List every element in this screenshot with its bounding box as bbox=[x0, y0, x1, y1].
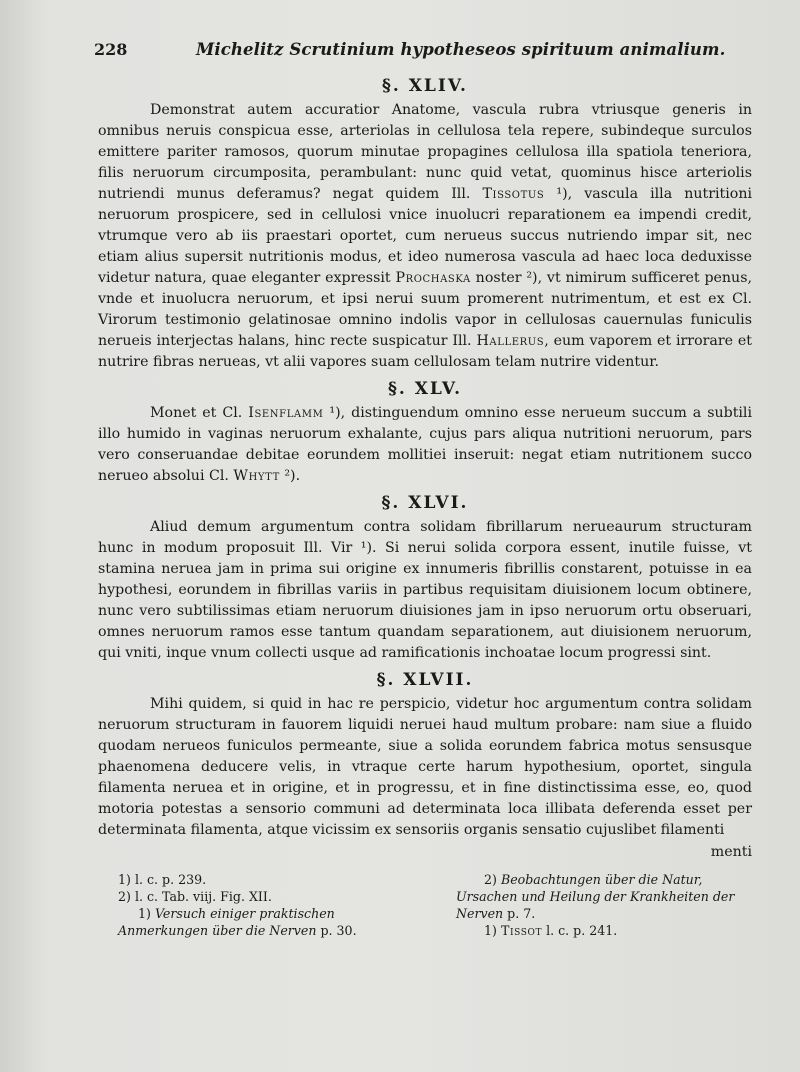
footnote bbox=[118, 888, 418, 905]
author-name: Whytt bbox=[233, 468, 280, 484]
section-paragraph bbox=[98, 403, 752, 487]
body-text bbox=[98, 74, 752, 841]
footnote bbox=[118, 871, 418, 888]
section-paragraph bbox=[98, 694, 752, 841]
footnote-text: Versuch einiger praktischen Anmerkungen über die Nerven bbox=[118, 906, 335, 938]
section-paragraph bbox=[98, 100, 752, 373]
footnote bbox=[456, 922, 752, 939]
footnote-marker: 1) bbox=[484, 923, 497, 938]
footnote-text: Beobachtungen über die Natur, Ursachen und Heilung der Krankheiten der Nerven bbox=[456, 872, 735, 921]
footnote-page-ref: p. 30. bbox=[316, 923, 357, 938]
footnote bbox=[456, 871, 752, 922]
author-name: Hallerus bbox=[476, 333, 545, 349]
footnote-page-ref: l. c. p. 241. bbox=[542, 923, 618, 938]
section bbox=[98, 491, 752, 664]
section-paragraph bbox=[98, 517, 752, 664]
section-heading: §. XLIV. bbox=[382, 76, 468, 96]
footnote-text: l. c. p. 239. bbox=[134, 872, 207, 887]
footnote-marker: 2) bbox=[118, 889, 131, 904]
author-name: Isenflamm bbox=[248, 405, 324, 421]
footnote-marker: 1) bbox=[118, 872, 131, 887]
author-name: Tissotus bbox=[482, 186, 545, 202]
author-name: Prochaska bbox=[395, 270, 471, 286]
footnotes bbox=[98, 871, 752, 939]
text-run: ¹), vascula illa nutritioni neruorum prospicere, sed in cellulosi vnice inuolucri reparationem ea impendi credit, vtrumque vero ab iis praestari oportet, cum nerueus succus nutriendo impar sit, nec etiam alius supersit nutritionis modus, et ideo numerosa vascula ad haec loca deduxisse videtur natura, quae eleganter expressit bbox=[98, 186, 752, 286]
footnotes-left-column bbox=[98, 871, 418, 939]
catchword: menti bbox=[710, 844, 752, 860]
text-run: Mihi quidem, si quid in hac re perspicio, videtur hoc argumentum contra solidam neruorum structuram in fauorem liquidi neruei haud multum probare: nam siue a fluido quodam nerueos funiculos permeante, siue a solida eorundem fabrica motus sensusque phaenomena deducere velis, in vtraque certe harum hypothesium, oportet, singula filamenta nerueа et in origine, et in progressu, et in fine distinctissima esse, eo, quod motoria potestas a sensorio communi ad determinata loca illibata deferenda esset per determinata filamenta, atque vicissim ex sensoriis organis sensatio cujuslibet filamenti bbox=[98, 696, 752, 838]
text-run: Demonstrat autem accuratior Anatome, vascula rubra vtriusque generis in omnibus neruis conspicua esse, arteriolas in cellulosa tela repere, subindeque surculos emittere pariter ramosos, quorum minutae propagines cellulosa illa spatiola teneriora, filis neruorum circumposita, perambulant: nunc quid vetat, quominus hisce arteriolis nutriendi munus deferamus? negat quidem Ill. bbox=[98, 102, 752, 202]
section bbox=[98, 377, 752, 487]
footnote-marker: 1) bbox=[138, 906, 151, 921]
text-run: , eum vaporem et irrorare et nutrire fibras nerueas, vt alii vapores suam cellulosam telam nutrire videntur. bbox=[98, 333, 752, 370]
running-title: Michelitz Scrutinium hypotheseos spirituum animalium. bbox=[196, 40, 726, 59]
section bbox=[98, 668, 752, 841]
text-run: ¹), distinguendum omnino esse nerueum succum a subtili illo humido in vaginas neruorum exhalante, cujus pars aliqua nutritioni neruorum, pars vero conseruandae debitae eorundem mollitiei inseruit: negat etiam nutritionem succo nerueo absolui Cl. bbox=[98, 405, 753, 484]
section-heading: §. XLVI. bbox=[381, 493, 469, 513]
section-heading: §. XLV. bbox=[388, 379, 462, 399]
footnote bbox=[118, 905, 418, 939]
text-run: Monet et Cl. bbox=[150, 405, 249, 421]
text-run: Aliud demum argumentum contra solidam fibrillarum nerueaurum structuram hunc in modum proposuit Ill. Vir ¹). Si nerui solida corpora essent, inutile fuisse, vt stamina nerueа jam in prima sui origine ex innumeris fibrillis constarent, potuisse in ea hypothesi, eorundem in fibrillas variis in partibus requisitam diuisionem locum obtinere, nunc vero subtilissimas etiam neruorum diuisiones jam in ipso neruorum ortu obseruari, omnes neruorum ramos esse tantum quandam separationem, aut diuisionem neruorum, qui vniti, inque vnum collecti usque ad ramificationis inchoatae locum progressi sint. bbox=[98, 519, 752, 661]
section-heading: §. XLVII. bbox=[376, 670, 474, 690]
text-run: noster ²), vt nimirum sufficeret penus, vnde et inuolucra neruorum, et ipsi nerui suum promerent nutrimentum, et est ex Cl. Virorum testimonio gelatinosae omnino indolis vapor in cellulosas cauernulas funiculis nerueis interjectas halans, hinc recte suspicatur Ill. bbox=[98, 270, 752, 349]
section bbox=[98, 74, 752, 373]
running-head bbox=[94, 40, 752, 74]
page-number: 228 bbox=[94, 40, 128, 59]
footnotes-right-column bbox=[456, 871, 752, 939]
footnote-text: Tissot bbox=[500, 923, 543, 938]
text-run: ²). bbox=[279, 468, 301, 484]
footnote-page-ref: p. 7. bbox=[503, 906, 536, 921]
footnote-marker: 2) bbox=[484, 872, 497, 887]
footnote-text: l. c. Tab. viij. Fig. XII. bbox=[134, 889, 272, 904]
